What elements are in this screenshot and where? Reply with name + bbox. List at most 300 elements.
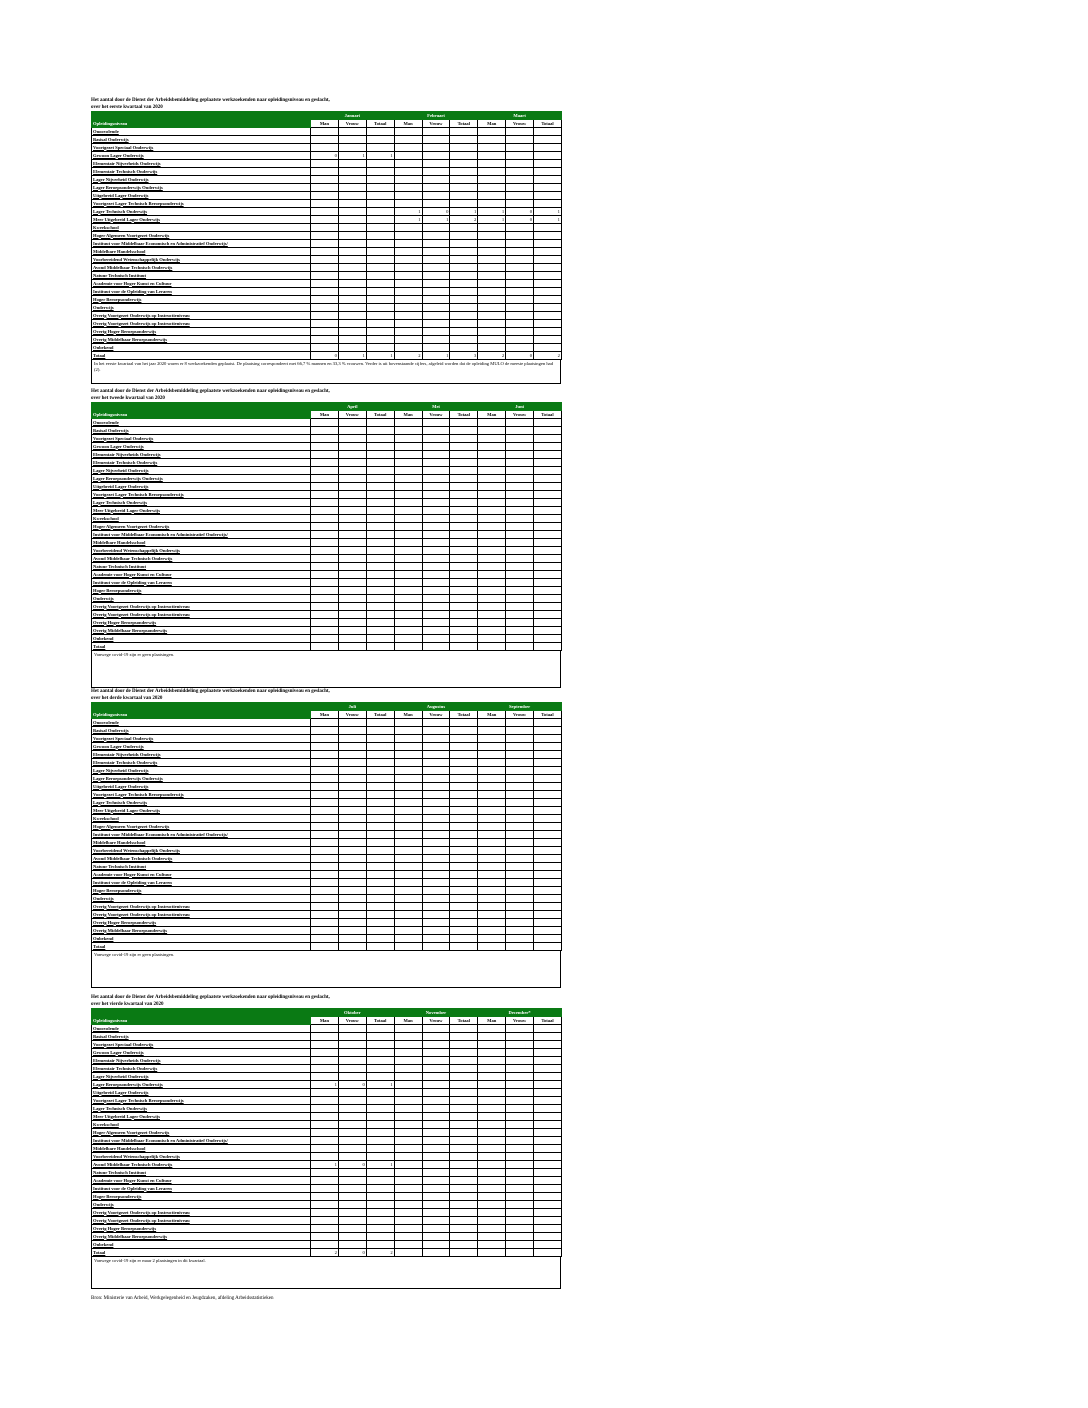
value-cell [311,200,339,208]
value-cell [478,152,506,160]
value-cell [338,743,366,751]
value-cell [338,783,366,791]
gender-column-header: Vrouw [422,711,450,719]
value-cell [366,743,394,751]
value-cell [338,799,366,807]
value-cell: 2 [394,352,422,360]
value-cell [311,815,339,823]
title-line-2: over het tweede kwartaal van 2020 [91,396,165,401]
value-cell [478,443,506,451]
value-cell [394,1225,422,1233]
value-cell [311,1185,339,1193]
value-cell [311,871,339,879]
value-cell [311,895,339,903]
table-row [92,475,562,483]
level-label: Elementair Technisch Onderwijs [92,759,311,767]
value-cell [534,1081,562,1089]
table-row [92,1217,562,1225]
table-row [92,879,562,887]
value-cell [450,775,478,783]
value-cell [366,919,394,927]
value-cell [422,759,450,767]
level-label: Hoger Beroepsonderwijs [92,296,311,304]
value-cell [422,336,450,344]
value-cell [422,547,450,555]
value-cell [478,863,506,871]
level-label: Instituut voor Middelbaar Economisch en Administratief Onderwijs/ [92,1137,311,1145]
table-row [92,128,562,136]
value-cell [311,719,339,727]
value-cell [450,144,478,152]
level-label: Voortgezet Speciaal Onderwijs [92,435,311,443]
value-cell [394,459,422,467]
value-cell [366,280,394,288]
value-cell [506,312,534,320]
value-cell [366,879,394,887]
value-cell [450,1217,478,1225]
value-cell [338,168,366,176]
level-label: Voortgezet Lager Technisch Beroepsonderwijs [92,791,311,799]
value-cell [366,643,394,651]
value-cell [450,579,478,587]
value-cell [366,1097,394,1105]
level-label: Basisal Onderwijs [92,427,311,435]
value-cell [506,579,534,587]
month-header: Februari [394,112,478,120]
value-cell [422,264,450,272]
value-cell [311,743,339,751]
value-cell [506,831,534,839]
level-label: Hoger Algemeen Voortgezet Onderwijs [92,523,311,531]
value-cell [422,240,450,248]
value-cell [450,288,478,296]
value-cell [534,815,562,823]
level-label: Elementair Technisch Onderwijs [92,459,311,467]
value-cell [311,216,339,224]
value-cell [422,1137,450,1145]
value-cell [478,743,506,751]
level-label: Academie voor Hoger Kunst en Cultuur [92,280,311,288]
value-cell [311,1089,339,1097]
value-cell [311,435,339,443]
value-cell [311,515,339,523]
table-row [92,783,562,791]
value-cell [450,603,478,611]
table-row [92,1065,562,1073]
value-cell [478,1249,506,1257]
value-cell [338,919,366,927]
value-cell [394,192,422,200]
value-cell [366,791,394,799]
gender-column-header: Totaal [534,711,562,719]
value-cell [506,288,534,296]
value-cell [311,507,339,515]
value-cell [422,499,450,507]
value-cell [534,727,562,735]
value-cell [394,743,422,751]
value-cell [422,635,450,643]
value-cell [366,1169,394,1177]
value-cell [422,1209,450,1217]
section-note: Vanwege covid-19 zijn er maar 2 plaatsingen in dit kwartaal. [91,1257,561,1289]
value-cell [450,419,478,427]
value-cell [422,627,450,635]
value-cell [366,1201,394,1209]
sub-header-row [92,1017,562,1025]
month-header-row [92,703,562,711]
value-cell [338,547,366,555]
value-cell [450,1065,478,1073]
value-cell [394,935,422,943]
value-cell [422,1225,450,1233]
value-cell [366,863,394,871]
value-cell [422,1097,450,1105]
value-cell [450,507,478,515]
value-cell [338,280,366,288]
value-cell [534,1241,562,1249]
value-cell [506,184,534,192]
quarter-section-1 [91,97,561,384]
level-label: Lager Technisch Onderwijs [92,1105,311,1113]
level-label: Voortgezet Speciaal Onderwijs [92,735,311,743]
table-row [92,216,562,224]
value-cell [394,643,422,651]
value-cell [478,248,506,256]
table-row [92,895,562,903]
table-row [92,1113,562,1121]
value-cell [450,1113,478,1121]
value-cell [478,1073,506,1081]
value-cell [311,451,339,459]
value-cell: 1 [394,208,422,216]
value-cell [394,1145,422,1153]
value-cell [534,831,562,839]
value-cell [506,815,534,823]
value-cell [450,264,478,272]
value-cell [534,419,562,427]
value-cell [534,847,562,855]
table-row [92,735,562,743]
value-cell [394,863,422,871]
value-cell [478,1185,506,1193]
value-cell [366,871,394,879]
value-cell [478,735,506,743]
gender-column-header: Totaal [450,411,478,419]
value-cell [534,240,562,248]
value-cell [450,619,478,627]
placement-table [91,402,562,651]
table-row [92,1105,562,1113]
value-cell [422,595,450,603]
value-cell [422,144,450,152]
value-cell [394,1065,422,1073]
value-cell [534,1225,562,1233]
value-cell [478,459,506,467]
level-label: Lager Technisch Onderwijs [92,208,311,216]
value-cell [450,499,478,507]
value-cell [366,483,394,491]
value-cell [506,232,534,240]
level-label: Elementair Nijverheids Onderwijs [92,451,311,459]
value-cell [338,499,366,507]
value-cell [394,847,422,855]
table-row [92,1153,562,1161]
value-cell [506,1041,534,1049]
value-cell [394,1073,422,1081]
value-cell [422,1121,450,1129]
value-cell [422,807,450,815]
value-cell: 0 [422,208,450,216]
value-cell [450,184,478,192]
gender-column-header: Totaal [366,120,394,128]
value-cell: 1 [422,352,450,360]
value-cell [366,727,394,735]
value-cell [338,587,366,595]
value-cell [366,775,394,783]
level-label: Elementair Technisch Onderwijs [92,1065,311,1073]
gender-column-header: Man [311,1017,339,1025]
table-row [92,160,562,168]
table-row [92,903,562,911]
gender-column-header: Man [478,120,506,128]
gender-column-header: Vrouw [506,711,534,719]
value-cell [534,927,562,935]
table-row [92,611,562,619]
level-label: Elementair Nijverheids Onderwijs [92,160,311,168]
value-cell [366,855,394,863]
value-cell [338,895,366,903]
value-cell [311,1209,339,1217]
level-label: Hoger Algemeen Voortgezet Onderwijs [92,823,311,831]
table-row [92,328,562,336]
value-cell [506,515,534,523]
value-cell [366,304,394,312]
quarter-section-4 [91,994,561,1289]
value-cell [311,791,339,799]
value-cell [450,136,478,144]
value-cell [534,160,562,168]
value-cell [478,304,506,312]
value-cell [506,887,534,895]
table-row [92,168,562,176]
value-cell [311,1121,339,1129]
level-label: Overig Hoger Beroepsonderwijs [92,1225,311,1233]
value-cell [311,144,339,152]
value-cell [338,863,366,871]
value-cell [450,791,478,799]
value-cell [338,160,366,168]
value-cell [394,523,422,531]
value-cell [338,1145,366,1153]
value-cell [366,1185,394,1193]
value-cell [338,1025,366,1033]
value-cell [478,224,506,232]
value-cell [450,296,478,304]
value-cell: 1 [450,208,478,216]
value-cell [478,539,506,547]
value-cell [311,168,339,176]
value-cell [366,272,394,280]
value-cell [366,336,394,344]
value-cell [506,751,534,759]
value-cell [534,1193,562,1201]
gender-column-header: Totaal [450,120,478,128]
value-cell [338,216,366,224]
table-row [92,603,562,611]
value-cell [478,1065,506,1073]
value-cell [422,451,450,459]
level-label: Onderwijs [92,595,311,603]
value-cell [506,443,534,451]
value-cell [506,1137,534,1145]
table-row [92,1041,562,1049]
value-cell [422,515,450,523]
value-cell [366,1233,394,1241]
value-cell [450,1033,478,1041]
value-cell [311,1201,339,1209]
value-cell [506,911,534,919]
value-cell [450,887,478,895]
value-cell [534,459,562,467]
level-label: Overig Voortgezet Onderwijs op Instructieniveau [92,1209,311,1217]
value-cell [478,419,506,427]
gender-column-header: Man [478,411,506,419]
value-cell [478,643,506,651]
value-cell [534,839,562,847]
gender-column-header: Totaal [366,1017,394,1025]
value-cell [534,467,562,475]
value-cell [534,627,562,635]
gender-column-header: Totaal [366,711,394,719]
value-cell [422,467,450,475]
level-label: Gewoon Lager Onderwijs [92,1049,311,1057]
value-cell [450,1129,478,1137]
value-cell [478,727,506,735]
value-cell: 1 [394,216,422,224]
table-row [92,871,562,879]
value-cell: 1 [478,216,506,224]
value-cell [450,767,478,775]
value-cell [366,328,394,336]
value-cell [366,603,394,611]
value-cell [422,459,450,467]
source-note: Bron: Ministerie van Arbeid, Werkgelegenheid en Jeugdzaken, afdeling Arbeidsstatistieken [91,1296,274,1301]
value-cell [311,491,339,499]
value-cell [394,176,422,184]
value-cell [394,1113,422,1121]
sub-header-row [92,711,562,719]
value-cell [394,831,422,839]
value-cell [534,256,562,264]
gender-column-header: Man [311,120,339,128]
value-cell [478,312,506,320]
value-cell [422,611,450,619]
level-label: Overig Middelbaar Beroepsonderwijs [92,927,311,935]
table-row [92,200,562,208]
level-label: Onderwijs [92,304,311,312]
value-cell [338,483,366,491]
table-row [92,288,562,296]
value-cell [311,176,339,184]
value-cell [338,467,366,475]
value-cell [394,579,422,587]
month-header: December* [478,1009,562,1017]
value-cell [506,152,534,160]
level-label: Kweekschool [92,224,311,232]
value-cell [338,296,366,304]
value-cell [450,176,478,184]
value-cell [478,1177,506,1185]
value-cell [338,523,366,531]
value-cell [311,555,339,563]
value-cell [506,1145,534,1153]
value-cell [366,547,394,555]
value-cell [311,419,339,427]
value-cell [338,419,366,427]
value-cell [450,799,478,807]
value-cell: 1 [366,1161,394,1169]
value-cell [366,531,394,539]
title-line-1: Het aantal door de Dienst der Arbeidsbemiddeling geplaatste werkzoekenden naar opleidingsniveau en geslacht, [91,689,330,694]
value-cell [338,555,366,563]
value-cell [478,927,506,935]
value-cell [450,807,478,815]
value-cell [338,531,366,539]
value-cell [478,847,506,855]
value-cell [366,799,394,807]
level-label: Uitgebreid Lager Onderwijs [92,1089,311,1097]
table-row [92,523,562,531]
value-cell [450,200,478,208]
level-label: Lager Nijverheid Onderwijs [92,176,311,184]
value-cell [534,1049,562,1057]
value-cell [422,751,450,759]
value-cell [450,312,478,320]
value-cell [311,563,339,571]
table-row [92,1185,562,1193]
value-cell [394,232,422,240]
value-cell [506,168,534,176]
section-note: In het eerste kwartaal van het jaar 2020 waren er 8 werkzoekenden geplaatst. De plaatsing correspondeert met 66,7 % mannen en 33,3 % vrouwen. Verder is uit bovenstaande cijfers, afgeleid worden dat de opleiding MULO de meeste plaatsingen had (2). [91,360,561,384]
value-cell [311,879,339,887]
value-cell [366,1057,394,1065]
value-cell [366,128,394,136]
table-row [92,1233,562,1241]
value-cell [506,1169,534,1177]
value-cell [506,1217,534,1225]
level-label: Elementair Technisch Onderwijs [92,168,311,176]
value-cell [422,643,450,651]
value-cell [450,539,478,547]
value-cell [478,911,506,919]
value-cell [478,1201,506,1209]
value-cell [506,799,534,807]
value-cell [366,419,394,427]
month-header: November [394,1009,478,1017]
value-cell [338,256,366,264]
table-row [92,1169,562,1177]
level-label: Overig Voortgezet Onderwijs op Instructieniveau [92,320,311,328]
value-cell [422,312,450,320]
value-cell [450,919,478,927]
value-cell [394,815,422,823]
value-cell [534,320,562,328]
value-cell [394,515,422,523]
value-cell [338,1033,366,1041]
value-cell [478,336,506,344]
value-cell [478,176,506,184]
month-header: September [478,703,562,711]
